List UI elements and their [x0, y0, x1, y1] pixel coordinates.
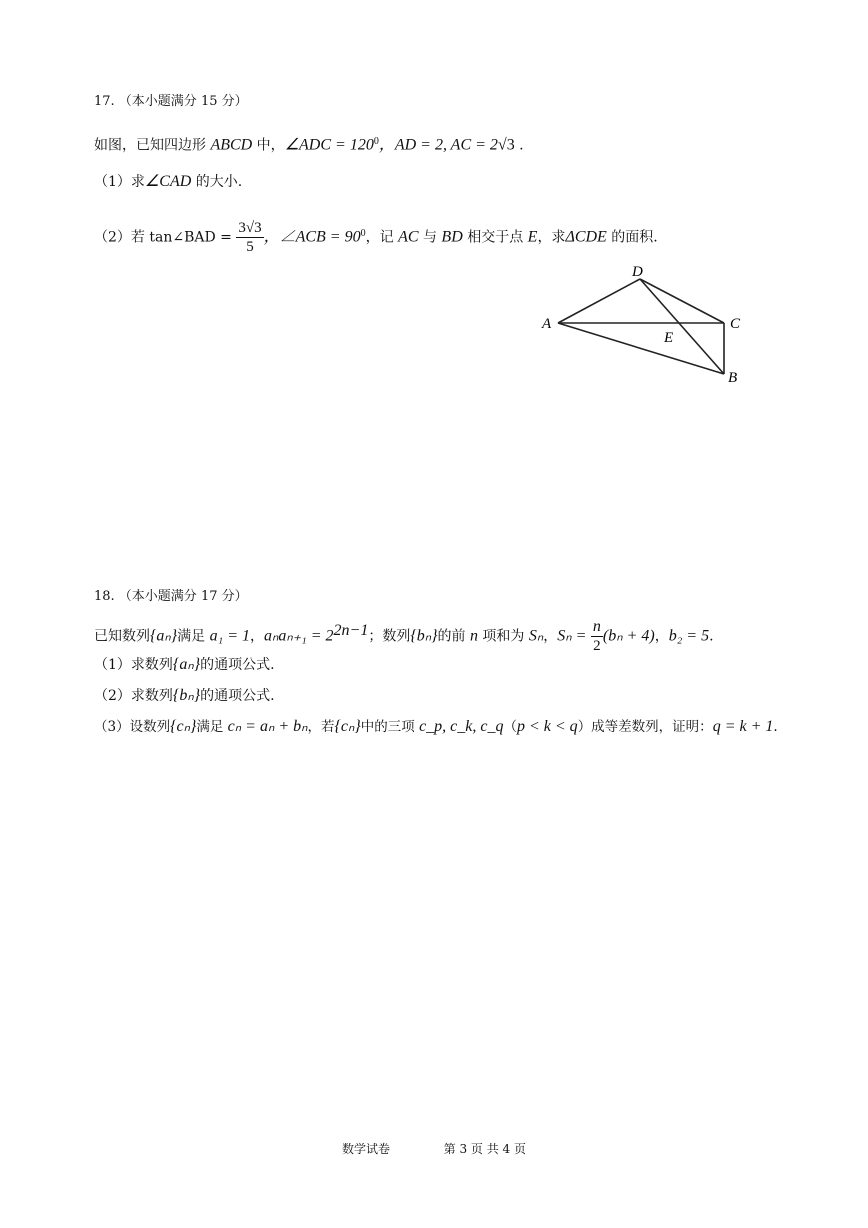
- q18-part3-a: （3）设数列: [94, 719, 171, 735]
- segment-db: [640, 279, 724, 374]
- q17-part2-text1: ，记: [365, 229, 399, 246]
- q17-part2-text5: 的面积.: [606, 229, 658, 246]
- q17-part2-text2: 与: [418, 229, 442, 246]
- q18-part3-f: ）成等差数列，证明：: [577, 719, 713, 735]
- q18-part3-d: 中的三项: [360, 719, 420, 735]
- segment-ad: [558, 279, 640, 323]
- q18-seq-cn: {cₙ}: [170, 718, 197, 735]
- segment-dc: [640, 279, 724, 323]
- q18-fraction: [591, 618, 603, 655]
- q18-cn-def: cₙ = aₙ + bₙ: [227, 718, 308, 735]
- q18-part2-prefix: （2）求数列: [94, 688, 173, 704]
- q17-part1-prefix: （1）求: [94, 174, 145, 190]
- q18-frac-num: n: [592, 618, 601, 636]
- q18-part1-suffix: 的通项公式.: [200, 657, 275, 673]
- q17-intro-text2: 中，: [252, 137, 285, 154]
- q17-triangle-cde: ΔCDE: [565, 228, 607, 246]
- q18-b2: b₂ = 5: [668, 627, 710, 645]
- q18-text-a: 已知数列: [94, 628, 150, 645]
- q17-point-e: E: [527, 228, 538, 246]
- q18-inequality: p < k < q: [516, 718, 578, 735]
- q18-part2-seq: {bₙ}: [172, 687, 201, 704]
- footer-subject: 数学试卷: [341, 1142, 390, 1156]
- q17-seg-ac: AC: [398, 228, 419, 246]
- q18-paren: (bₙ + 4): [602, 627, 655, 645]
- q18-text-i: ，: [654, 628, 669, 645]
- q17-degree2: 0: [360, 228, 366, 239]
- q18-n: n: [469, 627, 478, 645]
- q18-sn: Sₙ: [528, 627, 544, 645]
- q18-header: 18. （本小题满分 17 分）: [94, 589, 248, 604]
- q17-part1-angle: ∠CAD: [144, 173, 192, 190]
- q18-part1-prefix: （1）求数列: [94, 657, 173, 673]
- q17-frac-num: 3√3: [238, 220, 262, 237]
- q17-part1: [94, 172, 242, 192]
- label-a: A: [542, 316, 552, 332]
- page-footer: [0, 1140, 868, 1157]
- q18-recurrence: aₙaₙ₊₁ = 2: [263, 627, 334, 645]
- q18-part3-c: ，若: [307, 719, 335, 735]
- footer-page-number: 第 3 页 共 4 页: [443, 1142, 526, 1156]
- q17-angle-acb: ，∠ACB = 90: [263, 228, 361, 246]
- q18-seq-an: {aₙ}: [150, 627, 178, 645]
- q18-text-j: .: [709, 628, 714, 645]
- q17-part2-text3: 相交于点: [462, 229, 528, 246]
- q18-part3-b: 满足: [196, 719, 228, 735]
- label-c: C: [730, 316, 741, 332]
- q17-header: 17. （本小题满分 15 分）: [94, 94, 248, 109]
- q18-text-b: 满足: [177, 628, 210, 645]
- q18-conclusion: q = k + 1: [712, 718, 774, 735]
- q18-text-c: ，: [249, 628, 264, 645]
- q18-exponent: 2n−1: [333, 622, 369, 639]
- q18-a1: a₁ = 1: [209, 627, 250, 645]
- q18-text-d: ；数列: [368, 628, 411, 645]
- q18-part3-g: .: [773, 719, 778, 735]
- q17-intro-end: .: [514, 137, 524, 154]
- q17-part2: [94, 214, 658, 258]
- q17-seg-bd: BD: [441, 228, 463, 246]
- q17-tan-fraction: [236, 219, 263, 256]
- q18-sn-formula: Sₙ =: [557, 627, 587, 645]
- q18-frac-den: 2: [593, 638, 601, 655]
- q17-quad: ABCD: [210, 136, 253, 154]
- q18-text-e: 的前: [437, 628, 470, 645]
- q17-sqrt3: √3: [497, 136, 515, 154]
- q18-text-f: 项和为: [477, 628, 529, 645]
- q18-intro: [94, 612, 714, 656]
- q18-part2: [94, 686, 275, 706]
- q17-part2-prefix: （2）若 tan∠BAD =: [94, 229, 232, 246]
- q17-condition: ，AD = 2, AC = 2: [378, 136, 498, 154]
- q18-seq-bn: {bₙ}: [410, 627, 438, 645]
- q18-part1: [94, 655, 275, 675]
- q18-text-g: ，: [543, 628, 558, 645]
- q18-part3: [94, 717, 778, 737]
- q17-intro-text: 如图，已知四边形: [94, 137, 211, 154]
- q17-angle-adc: ∠ADC = 120: [284, 136, 374, 154]
- segment-ab: [558, 323, 724, 374]
- q18-part2-suffix: 的通项公式.: [200, 688, 275, 704]
- q18-part1-seq: {aₙ}: [172, 656, 201, 673]
- q17-degree: 0: [373, 136, 379, 147]
- q18-three-terms: c_p, c_k, c_q: [419, 718, 504, 735]
- q17-part1-suffix: 的大小.: [191, 174, 243, 190]
- q17-frac-den: 5: [246, 239, 254, 256]
- q18-seq-cn2: {cₙ}: [334, 718, 361, 735]
- q17-part2-text4: ，求: [537, 229, 566, 246]
- q18-part3-e: （: [503, 719, 517, 735]
- q17-figure: [536, 262, 766, 392]
- q17-intro: [94, 132, 524, 156]
- label-d: D: [632, 264, 643, 280]
- label-b: B: [728, 370, 738, 386]
- label-e: E: [664, 330, 674, 346]
